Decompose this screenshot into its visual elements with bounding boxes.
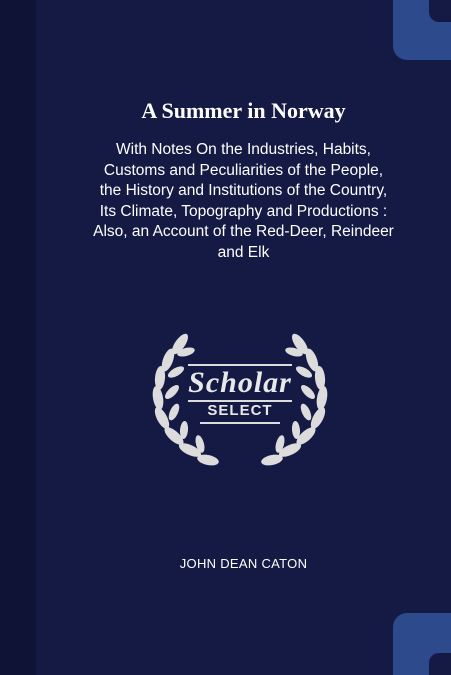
corner-notch-top	[429, 0, 451, 22]
subtitle-line: Also, an Account of the Red-Deer, Reindeer	[93, 223, 394, 240]
subtitle-line: Customs and Peculiarities of the People,	[103, 161, 384, 179]
subtitle-line: and Elk	[217, 243, 270, 261]
book-subtitle	[60, 140, 427, 263]
scholar-select-emblem	[140, 322, 340, 472]
subtitle-line: the History and Institutions of the Country,	[99, 182, 388, 199]
emblem-word-select: SELECT	[207, 402, 273, 419]
book-title: A Summer in Norway	[141, 98, 346, 123]
subtitle-line: With Notes On the Industries, Habits,	[116, 141, 371, 158]
book-author: JOHN DEAN CATON	[179, 556, 308, 571]
subtitle-line: Its Climate, Topography and Productions :	[99, 202, 388, 220]
emblem-word-scholar: Scholar	[188, 366, 292, 399]
corner-notch-bottom	[429, 653, 451, 675]
spine-band	[0, 0, 36, 675]
